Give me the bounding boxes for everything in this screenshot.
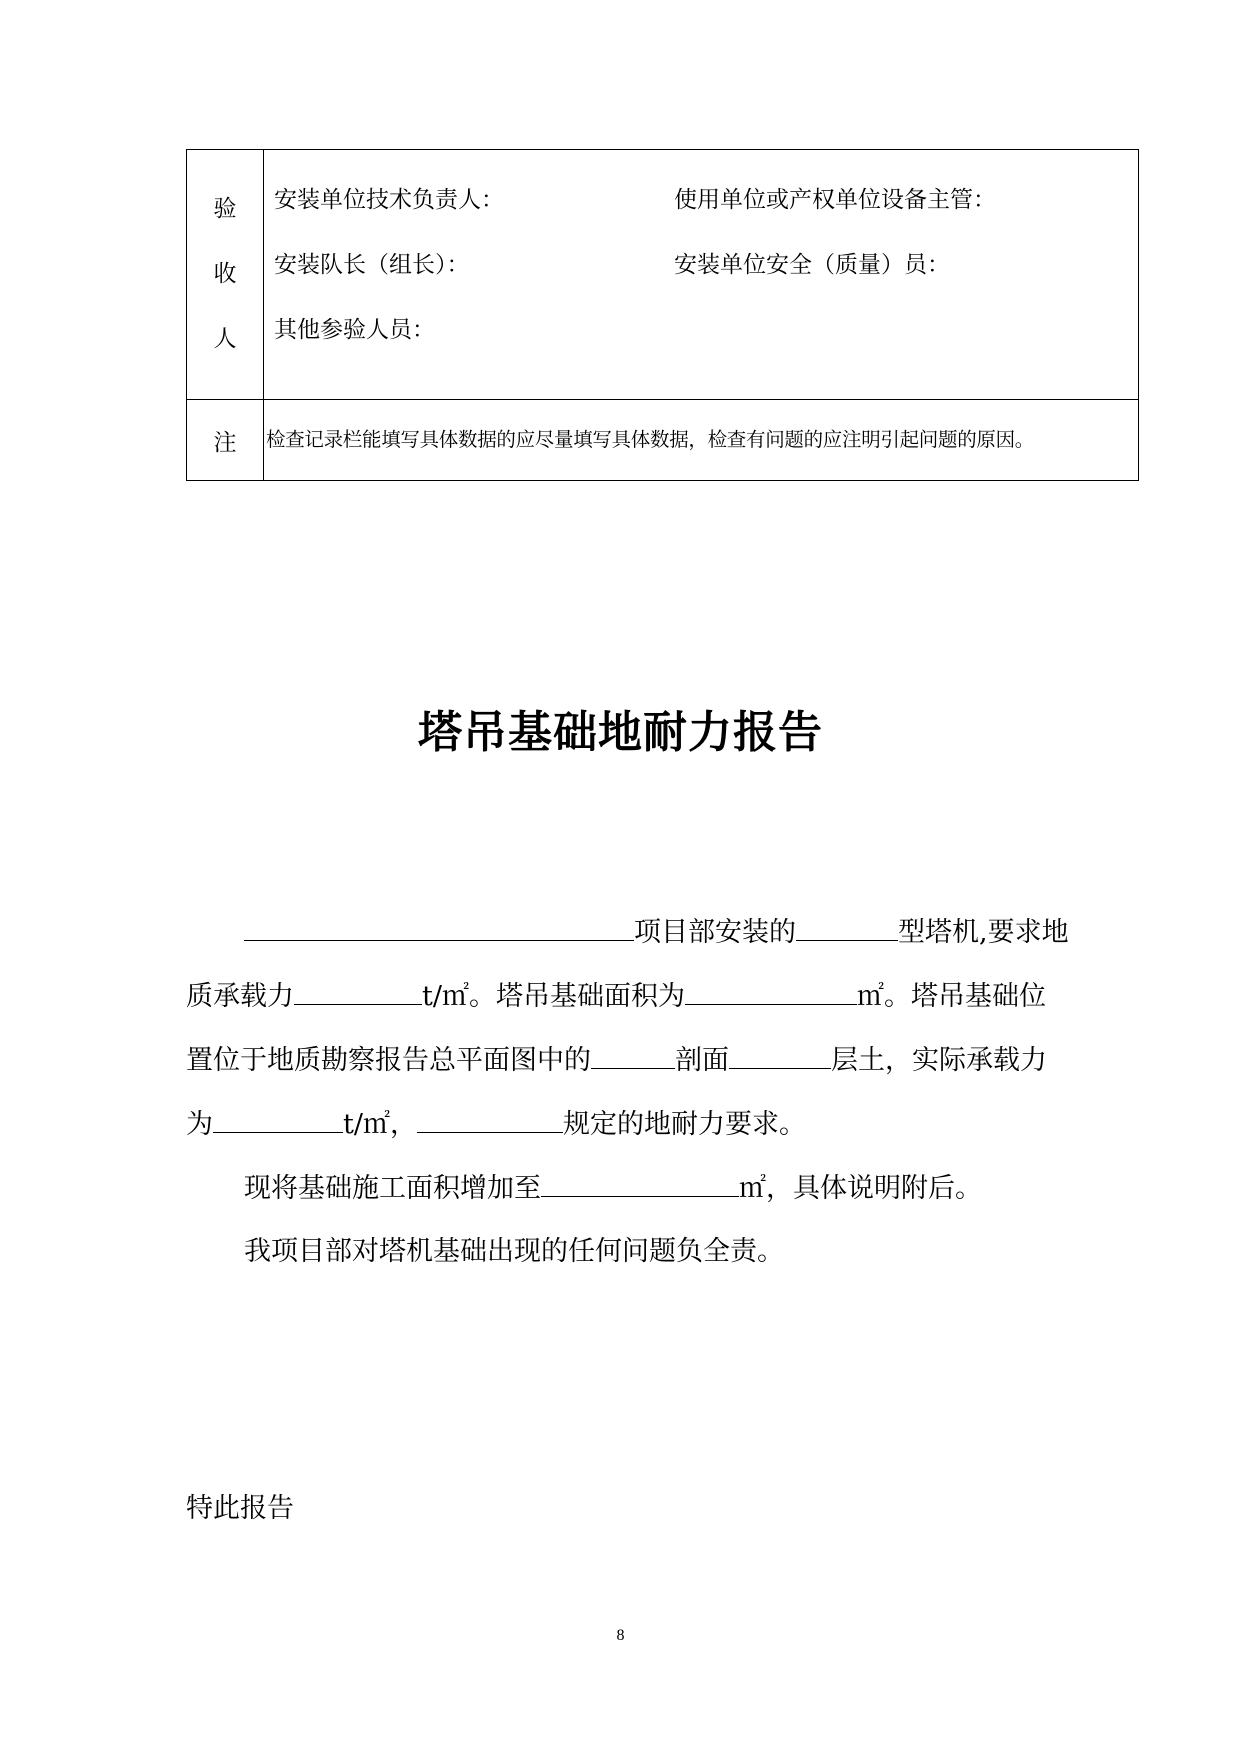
page-number: 8 — [616, 1627, 625, 1644]
install-tech-lead-field[interactable]: 安装单位技术负责人： — [274, 187, 504, 213]
signers-row — [187, 150, 1139, 400]
report-title: 塔吊基础地耐力报告 — [418, 707, 823, 758]
report-line-6: 我项目部对塔机基础出现的任何问题负全责。 — [244, 1236, 784, 1267]
section-blank[interactable] — [591, 1046, 675, 1069]
other-participants-field[interactable]: 其他参验人员： — [274, 317, 435, 343]
foundation-area-blank[interactable] — [685, 982, 857, 1005]
report-line-1: 项目部安装的 型塔机,要求地 — [244, 918, 1069, 946]
note-text: 检查记录栏能填写具体数据的应尽量填写具体数据，检查有问题的应注明引起问题的原因。 — [266, 428, 1035, 451]
note-row — [187, 400, 1139, 481]
report-line-2: 质承载力 t/㎡。塔吊基础面积为 ㎡。塔吊基础位 — [186, 981, 1046, 1012]
report-closing: 特此报告 — [186, 1493, 294, 1524]
acceptance-signoff-table — [186, 149, 1139, 481]
install-safety-officer-field[interactable]: 安装单位安全（质量）员： — [674, 252, 950, 278]
compliance-blank[interactable] — [417, 1110, 563, 1133]
required-bearing-blank[interactable] — [294, 982, 422, 1005]
note-label: 注 — [213, 429, 237, 456]
note-label-cell — [187, 400, 264, 481]
crane-model-blank[interactable] — [796, 918, 898, 941]
soil-layer-blank[interactable] — [729, 1046, 831, 1069]
report-line-5: 现将基础施工面积增加至 ㎡，具体说明附后。 — [244, 1173, 982, 1204]
acceptor-label-char: 人 — [213, 326, 237, 352]
report-line-3: 置位于地质勘察报告总平面图中的 剖面 层土，实际承载力 — [186, 1045, 1047, 1076]
project-name-blank[interactable] — [244, 918, 634, 941]
signers-cell — [264, 150, 1139, 400]
report-line-4: 为 t/㎡， 规定的地耐力要求。 — [186, 1109, 806, 1140]
install-team-leader-field[interactable]: 安装队长（组长）： — [274, 252, 470, 278]
acceptor-label-char: 收 — [213, 261, 237, 287]
acceptor-label-char: 验 — [213, 196, 237, 222]
user-equipment-manager-field[interactable]: 使用单位或产权单位设备主管： — [674, 187, 996, 213]
note-cell — [264, 400, 1139, 481]
acceptor-label-cell — [187, 150, 264, 400]
increased-area-blank[interactable] — [541, 1174, 739, 1197]
actual-bearing-blank[interactable] — [213, 1110, 343, 1133]
